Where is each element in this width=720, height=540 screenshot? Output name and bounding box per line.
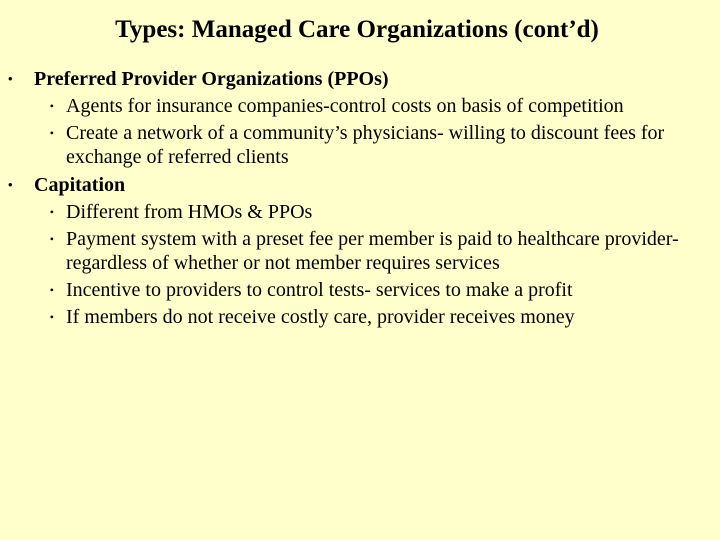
bullet-icon: •: [49, 126, 54, 140]
bullet-icon: •: [8, 71, 13, 86]
sub-list-item: [34, 94, 716, 118]
sub-point-text: Create a network of a community’s physicians- willing to discount fees for exchange of referred clients: [66, 122, 665, 168]
bullet-icon: •: [49, 310, 54, 324]
section-heading-ppos: Preferred Provider Organizations (PPOs): [34, 68, 389, 90]
bullet-icon: •: [49, 232, 54, 246]
bullet-icon: •: [49, 99, 54, 113]
bullet-icon: •: [49, 205, 54, 219]
sub-list-item: [34, 227, 716, 275]
sub-list-item: [34, 200, 716, 224]
sub-bullet-list-capitation: [34, 200, 716, 329]
sub-point-text: Payment system with a preset fee per member is paid to healthcare provider-regardless of whether or not member requires services: [66, 228, 679, 274]
bullet-list: [6, 66, 716, 329]
sub-point-text: Agents for insurance companies-control costs on basis of competition: [66, 95, 624, 117]
list-item-capitation: [6, 172, 716, 329]
sub-list-item: [34, 278, 716, 302]
section-heading-capitation: Capitation: [34, 174, 126, 196]
sub-point-text: Incentive to providers to control tests- services to make a profit: [66, 279, 573, 301]
sub-point-text: If members do not receive costly care, provider receives money: [66, 306, 575, 328]
list-item-ppos: [6, 66, 716, 169]
sub-list-item: [34, 121, 716, 169]
sub-bullet-list-ppos: [34, 94, 716, 169]
sub-list-item: [34, 305, 716, 329]
slide-title: Types: Managed Care Organizations (cont’d): [115, 16, 599, 43]
bullet-icon: •: [49, 283, 54, 297]
sub-point-text: Different from HMOs & PPOs: [66, 201, 313, 223]
slide-content: [6, 66, 716, 332]
bullet-icon: •: [8, 177, 13, 192]
